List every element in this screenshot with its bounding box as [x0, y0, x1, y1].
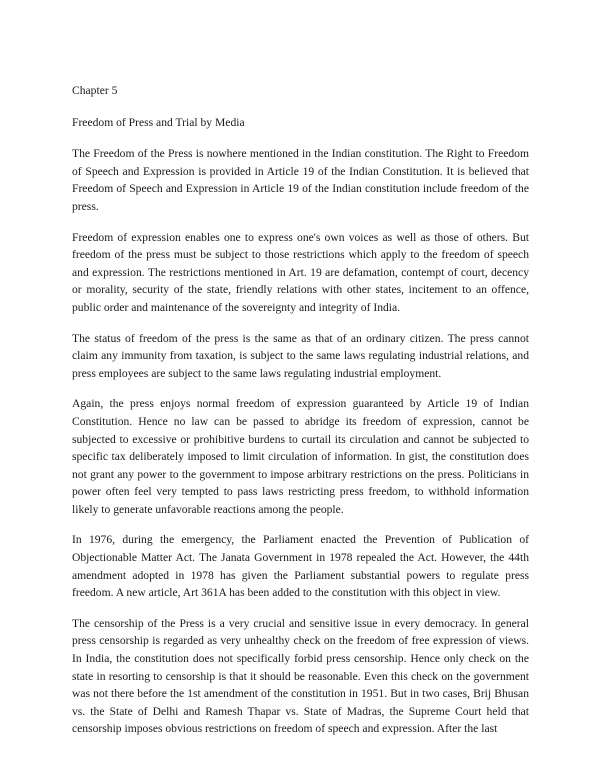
paragraph-press-freedom-constitution: The Freedom of the Press is nowhere mentioned in the Indian constitution. The Right to Freedom of Speech and Expression is provided in Article 19 of the Indian Constitution. It is believed that Freedom of Speech and Expression in Article 19 of the Indian constitution include freedom of the press. [72, 147, 529, 213]
paragraph-article-19-protection: Again, the press enjoys normal freedom of expression guaranteed by Article 19 of Indian Constitution. Hence no law can be passed to abridge its freedom of expression, cannot be subjected to excessive or prohibitive burdens to curtail its circulation and cannot be subjected to specific tax deliberately imposed to limit circulation of information. In gist, the constitution does not grant any power to the government to impose arbitrary restrictions on the press. Politicians in power often feel very tempted to pass laws restricting press freedom, to withhold information likely to generate unfavorable reactions among the people. [72, 397, 529, 516]
document-body [72, 82, 529, 751]
chapter-title: Freedom of Press and Trial by Media [72, 115, 245, 129]
paragraph-freedom-of-expression-restrictions: Freedom of expression enables one to express one's own voices as well as those of others. But freedom of the press must be subject to those restrictions which apply to the freedom of speech and expression. The restrictions mentioned in Art. 19 are defamation, contempt of court, decency or morality, security of the state, friendly relations with other states, incitement to an offence, public order and maintenance of the sovereignty and integrity of India. [72, 230, 529, 314]
chapter-label: Chapter 5 [72, 84, 118, 97]
paragraph-press-censorship: The censorship of the Press is a very crucial and sensitive issue in every democracy. In general press censorship is regarded as very unhealthy check on the freedom of free expression of views. In India, the constitution does not specifically forbid press censorship. Hence only check on the state in resorting to censorship is that it should be reasonable. Even this check on the government was not there before the 1st amendment of the constitution in 1951. But in two cases, Brij Bhusan vs. the State of Delhi and Ramesh Thapar vs. State of Madras, the Supreme Court held that censorship imposes obvious restrictions on freedom of speech and expression. After the last [72, 616, 529, 736]
paragraph-1976-emergency: In 1976, during the emergency, the Parliament enacted the Prevention of Publication of Objectionable Matter Act. The Janata Government in 1978 repealed the Act. However, the 44th amendment adopted in 1978 has given the Parliament substantial powers to regulate press freedom. A new article, Art 361A has been added to the constitution with this object in view. [72, 533, 529, 600]
paragraph-press-status: The status of freedom of the press is the same as that of an ordinary citizen. The press cannot claim any immunity from taxation, is subject to the same laws regulating industrial relations, and press employees are subject to the same laws regulating industrial employment. [72, 331, 529, 380]
